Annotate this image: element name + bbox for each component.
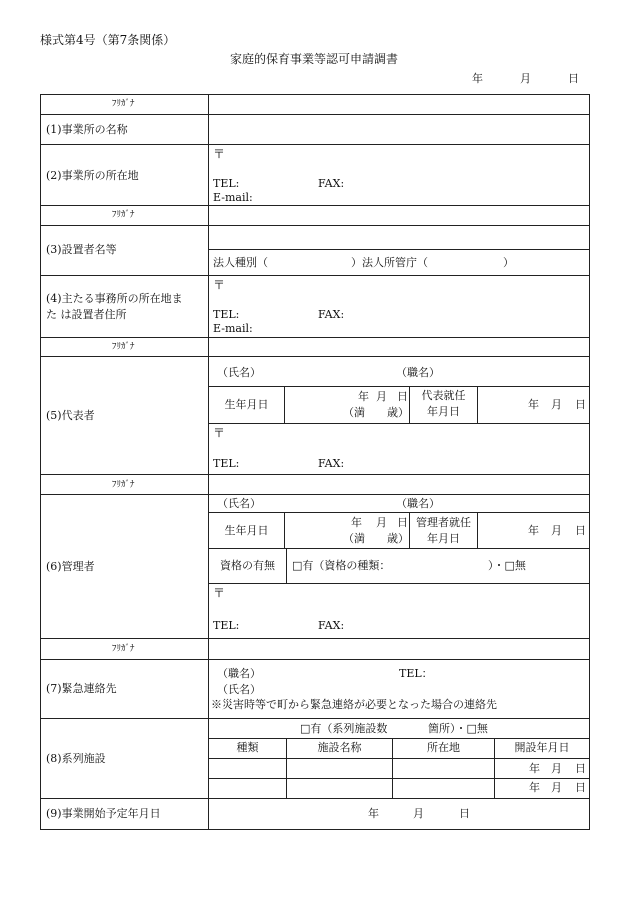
affiliated-no-checkbox[interactable]: 箇所）・□無 xyxy=(428,722,488,735)
furigana-label: ﾌﾘｶﾞﾅ xyxy=(112,480,135,490)
date-month-label: 月 xyxy=(520,72,531,85)
start-date-day: 日 xyxy=(459,807,470,820)
start-date-label: (9)事業開始予定年月日 xyxy=(46,807,161,820)
rep-name-label: （氏名） xyxy=(217,366,261,379)
furigana-label: ﾌﾘｶﾞﾅ xyxy=(112,210,135,220)
rep-appointed-year: 年 xyxy=(528,398,539,411)
tel-label: TEL: xyxy=(213,619,240,632)
start-date-year: 年 xyxy=(368,807,379,820)
start-date-month: 月 xyxy=(413,807,424,820)
fax-label: FAX: xyxy=(318,457,345,470)
postal-mark: 〒 xyxy=(213,147,226,161)
affiliated-row1-month: 月 xyxy=(551,762,562,775)
emergency-note: ※災害時等で町から緊急連絡が必要となった場合の連絡先 xyxy=(211,698,497,711)
tel-label: TEL: xyxy=(213,308,240,321)
mgr-birth-day: 日 xyxy=(397,516,408,529)
mgr-appointed-day: 日 xyxy=(575,524,586,537)
rep-birth-day: 日 xyxy=(397,390,408,403)
mgr-appointed-year: 年 xyxy=(528,524,539,537)
rep-appointed-day: 日 xyxy=(575,398,586,411)
rep-birth-year: 年 xyxy=(358,390,369,403)
tel-label: TEL: xyxy=(213,457,240,470)
affiliated-col-address: 所在地 xyxy=(427,741,460,754)
affiliated-row1-day: 日 xyxy=(575,762,586,775)
affiliated-row2-year: 年 xyxy=(529,781,540,794)
fax-label: FAX: xyxy=(318,308,345,321)
corp-type-label: 法人種別（ xyxy=(213,256,268,269)
mgr-appointed-month: 月 xyxy=(551,524,562,537)
main-office-label: (4)主たる事務所の所在地ま xyxy=(46,292,183,305)
mgr-birth-month: 月 xyxy=(376,516,387,529)
form-title: 家庭的保育事業等認可申請調書 xyxy=(230,52,399,66)
rep-appointed-label-cont: 年月日 xyxy=(427,405,460,418)
affiliated-yes-checkbox[interactable]: □有（系列施設数 xyxy=(300,722,388,735)
rep-position-label: （職名） xyxy=(396,366,440,379)
mgr-appointed-label-cont: 年月日 xyxy=(427,532,460,545)
affiliated-row2-day: 日 xyxy=(575,781,586,794)
furigana-label: ﾌﾘｶﾞﾅ xyxy=(112,342,135,352)
affiliated-col-type: 種類 xyxy=(236,741,259,754)
facility-address-label: (2)事業所の所在地 xyxy=(46,169,139,182)
tel-label: TEL: xyxy=(213,177,240,190)
corp-type-close: ） xyxy=(351,256,362,269)
rep-birthdate-label: 生年月日 xyxy=(224,398,269,411)
email-label: E-mail: xyxy=(213,322,253,335)
rep-appointed-label: 代表就任 xyxy=(421,389,466,402)
mgr-name-label: （氏名） xyxy=(217,497,261,510)
mgr-birth-year: 年 xyxy=(351,516,362,529)
main-office-label-cont: た は設置者住所 xyxy=(46,308,127,321)
affiliated-row2-month: 月 xyxy=(551,781,562,794)
furigana-label: ﾌﾘｶﾞﾅ xyxy=(112,644,135,654)
mgr-birthdate-label: 生年月日 xyxy=(224,524,269,537)
fax-label: FAX: xyxy=(318,619,345,632)
facility-name-label: (1)事業所の名称 xyxy=(46,123,128,136)
rep-appointed-month: 月 xyxy=(551,398,562,411)
form-number: 様式第4号（第7条関係） xyxy=(40,33,176,47)
furigana-label: ﾌﾘｶﾞﾅ xyxy=(112,99,135,109)
manager-label: (6)管理者 xyxy=(46,560,95,573)
corp-agency-close: ） xyxy=(503,256,514,269)
emergency-position-label: （職名） xyxy=(217,667,261,680)
mgr-appointed-label: 管理者就任 xyxy=(416,516,471,529)
affiliated-col-name: 施設名称 xyxy=(317,741,362,754)
qualification-no-checkbox[interactable]: ）・□無 xyxy=(488,559,526,572)
qualification-label: 資格の有無 xyxy=(220,559,275,572)
rep-birth-month: 月 xyxy=(376,390,387,403)
date-day-label: 日 xyxy=(568,72,579,85)
postal-mark: 〒 xyxy=(213,426,226,440)
emergency-tel-label: TEL： xyxy=(399,667,433,680)
founder-label: (3)設置者名等 xyxy=(46,243,117,256)
date-year-label: 年 xyxy=(472,72,483,85)
affiliated-facilities-label: (8)系列施設 xyxy=(46,752,106,765)
postal-mark: 〒 xyxy=(213,586,226,600)
representative-label: (5)代表者 xyxy=(46,409,95,422)
mgr-age-label: （満 歳） xyxy=(343,532,409,545)
affiliated-col-opened: 開設年月日 xyxy=(514,741,570,754)
qualification-yes-checkbox[interactable]: □有（資格の種類： xyxy=(292,559,391,572)
rep-age-label: （満 歳） xyxy=(343,406,409,419)
mgr-position-label: （職名） xyxy=(396,497,440,510)
email-label: E-mail: xyxy=(213,191,253,204)
emergency-contact-label: (7)緊急連絡先 xyxy=(46,682,117,695)
corp-agency-label: 法人所管庁（ xyxy=(362,256,428,269)
postal-mark: 〒 xyxy=(213,278,226,292)
emergency-name-label: （氏名） xyxy=(217,683,261,696)
affiliated-row1-year: 年 xyxy=(529,762,540,775)
fax-label: FAX: xyxy=(318,177,345,190)
